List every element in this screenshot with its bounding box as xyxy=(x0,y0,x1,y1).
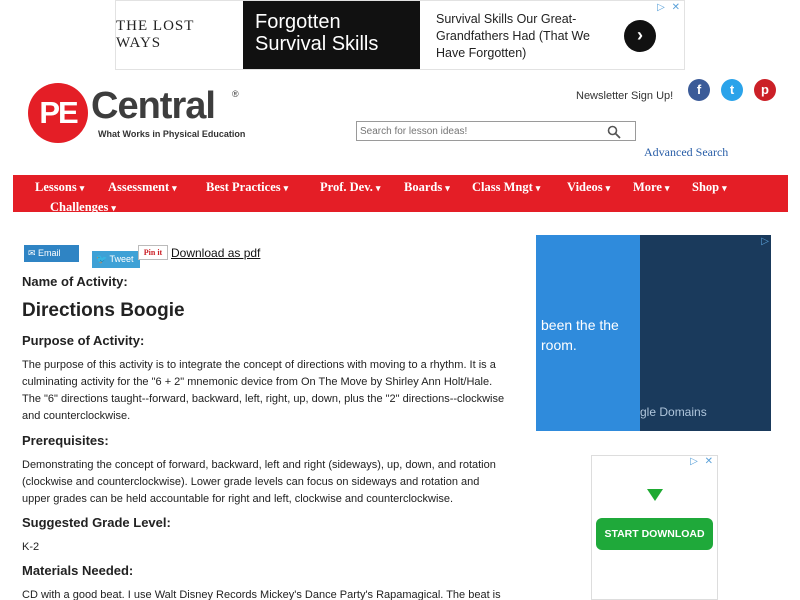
chevron-down-icon: ▾ xyxy=(445,183,450,193)
adchoices-icon[interactable]: ▷ xyxy=(761,236,769,247)
prereq-text: Demonstrating the concept of forward, backward, left and right (sideways), up, down, and rotation (clockwise and counterclockwise). Lower grade levels can focus on sideways and rotation and upper grades can be held accountable for right and left, clockwise and counterclockwise. xyxy=(22,459,496,505)
chevron-down-icon: ▾ xyxy=(535,183,541,193)
chevron-down-icon: ▾ xyxy=(605,183,611,193)
materials-text: CD with a good beat. I use Walt Disney Records Mickey's Dance Party's Rapamagical. The beat is xyxy=(22,589,501,600)
activity-title: Directions Boogie xyxy=(22,300,185,321)
start-download-button[interactable]: START DOWNLOAD xyxy=(596,518,713,550)
logo-central: Central xyxy=(91,85,215,127)
adchoices-icon[interactable]: ▷ ✕ xyxy=(657,2,682,13)
side-ad-text: been the the room. xyxy=(541,317,619,353)
chevron-down-icon: ▾ xyxy=(111,203,116,213)
nav-item-lessons[interactable]: Lessons ▾ xyxy=(35,180,85,194)
logo-tagline: What Works in Physical Education xyxy=(98,129,246,139)
nav-item-challenges[interactable]: Challenges ▾ xyxy=(50,200,116,214)
grade-value: K-2 xyxy=(22,541,40,553)
ad-arrow-icon[interactable]: › xyxy=(624,20,656,52)
nav-item-more[interactable]: More ▾ xyxy=(633,180,670,194)
arrow-down-icon xyxy=(647,489,663,501)
chevron-down-icon: ▾ xyxy=(722,183,727,193)
materials-label: Materials Needed: xyxy=(22,563,134,578)
adchoices-icon[interactable]: ▷ ✕ xyxy=(690,456,715,467)
pinterest-icon[interactable]: p xyxy=(754,79,776,101)
chevron-down-icon: ▾ xyxy=(375,183,381,193)
nav-item-shop[interactable]: Shop ▾ xyxy=(692,180,727,194)
facebook-icon[interactable]: f xyxy=(688,79,710,101)
nav-item-class-mngt[interactable]: Class Mngt ▾ xyxy=(472,180,541,194)
pin-it-button[interactable]: Pin it xyxy=(138,245,168,260)
nav-item-prof-dev[interactable]: Prof. Dev. ▾ xyxy=(320,180,381,194)
advanced-search-link[interactable]: Advanced Search xyxy=(644,145,729,159)
ad-text[interactable]: Survival Skills Our Great-Grandfathers Had (That We Have Forgotten) xyxy=(436,12,591,60)
logo-registered: ® xyxy=(232,89,239,99)
side-ad-download[interactable] xyxy=(591,455,718,600)
grade-label: Suggested Grade Level: xyxy=(22,515,171,530)
purpose-text: The purpose of this activity is to integrate the concept of directions with moving to a rhythm. It is a culminating activity for the "6 + 2" mnemonic device from On The Move by Shirley Ann Holt/Hale. The "6" directions taught--forward, backward, left, right, up, down, plus the "2" directions--clockwise and counterclockwise. xyxy=(22,359,505,422)
nav-item-assessment[interactable]: Assessment ▾ xyxy=(108,180,177,194)
email-share-button[interactable]: ✉ Email xyxy=(24,245,79,262)
prereq-label: Prerequisites: xyxy=(22,433,109,448)
main-nav xyxy=(13,175,788,212)
chevron-down-icon: ▾ xyxy=(172,183,177,193)
nav-item-boards[interactable]: Boards ▾ xyxy=(404,180,450,194)
newsletter-link[interactable]: Newsletter Sign Up! xyxy=(576,90,674,102)
nav-item-videos[interactable]: Videos ▾ xyxy=(567,180,611,194)
site-logo[interactable] xyxy=(28,83,246,143)
chevron-down-icon: ▾ xyxy=(79,183,85,193)
search-input[interactable] xyxy=(360,124,600,138)
tweet-button[interactable]: 🐦 Tweet xyxy=(92,251,140,268)
download-pdf-link[interactable]: Download as pdf xyxy=(171,246,261,260)
name-label: Name of Activity: xyxy=(22,274,128,289)
side-ad-domains-text: gle Domains xyxy=(640,405,707,419)
search-icon[interactable] xyxy=(607,125,621,139)
ad-headline[interactable]: Forgotten Survival Skills xyxy=(243,1,420,69)
ad-brand: THE LOST WAYS xyxy=(116,18,195,51)
search-box xyxy=(356,121,636,141)
twitter-icon[interactable]: t xyxy=(721,79,743,101)
chevron-down-icon: ▾ xyxy=(283,183,289,193)
purpose-label: Purpose of Activity: xyxy=(22,333,145,348)
top-ad-banner[interactable] xyxy=(115,0,685,70)
nav-item-best-practices[interactable]: Best Practices ▾ xyxy=(206,180,289,194)
chevron-down-icon: ▾ xyxy=(664,183,670,193)
logo-pe: PE xyxy=(28,83,88,143)
side-ad-domains[interactable] xyxy=(536,235,771,431)
